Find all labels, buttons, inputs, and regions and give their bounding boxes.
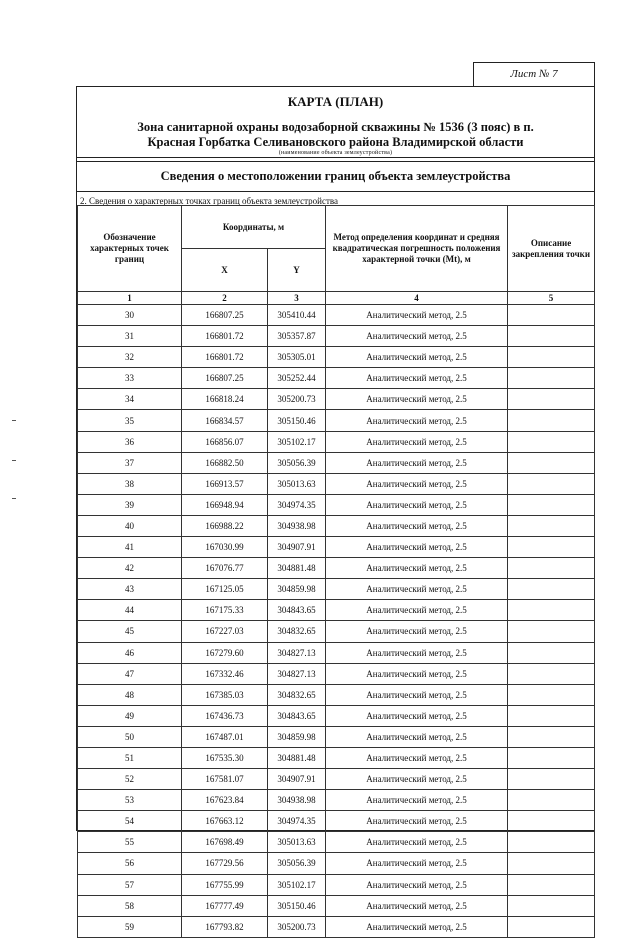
cell-point: 32: [78, 347, 182, 368]
cell-method: Аналитический метод, 2.5: [326, 621, 508, 642]
cell-y: 305102.17: [268, 874, 326, 895]
cell-point: 44: [78, 600, 182, 621]
cell-y: 305357.87: [268, 326, 326, 347]
cell-y: 304938.98: [268, 790, 326, 811]
cell-method: Аналитический метод, 2.5: [326, 853, 508, 874]
cell-method: Аналитический метод, 2.5: [326, 579, 508, 600]
cell-y: 304974.35: [268, 811, 326, 832]
cell-method: Аналитический метод, 2.5: [326, 790, 508, 811]
cell-description: [508, 853, 595, 874]
cell-x: 167487.01: [182, 726, 268, 747]
cell-point: 49: [78, 705, 182, 726]
cell-x: 167227.03: [182, 621, 268, 642]
table-row: [78, 452, 595, 473]
document-frame: [76, 86, 595, 932]
table-row: [78, 684, 595, 705]
cell-point: 40: [78, 515, 182, 536]
cell-description: [508, 368, 595, 389]
cell-description: [508, 874, 595, 895]
cell-y: 304907.91: [268, 537, 326, 558]
cell-point: 57: [78, 874, 182, 895]
cell-description: [508, 726, 595, 747]
cell-x: 167729.56: [182, 853, 268, 874]
column-number: 1: [78, 292, 182, 305]
table-row: [78, 558, 595, 579]
margin-mark: [12, 460, 16, 461]
table-row: [78, 874, 595, 895]
header-coords: Координаты, м: [182, 206, 326, 249]
cell-y: 304843.65: [268, 600, 326, 621]
cell-y: 305056.39: [268, 452, 326, 473]
cell-point: 56: [78, 853, 182, 874]
cell-method: Аналитический метод, 2.5: [326, 642, 508, 663]
cell-point: 53: [78, 790, 182, 811]
subsection-title: 2. Сведения о характерных точках границ объекта землеустройства: [80, 196, 339, 206]
cell-point: 36: [78, 431, 182, 452]
cell-description: [508, 916, 595, 937]
cell-point: 34: [78, 389, 182, 410]
table-row: [78, 853, 595, 874]
cell-y: 305150.46: [268, 410, 326, 431]
cell-method: Аналитический метод, 2.5: [326, 537, 508, 558]
cell-method: Аналитический метод, 2.5: [326, 326, 508, 347]
cell-y: 305305.01: [268, 347, 326, 368]
cell-point: 59: [78, 916, 182, 937]
cell-description: [508, 621, 595, 642]
title-block: [77, 87, 594, 156]
cell-description: [508, 431, 595, 452]
cell-point: 39: [78, 494, 182, 515]
cell-point: 42: [78, 558, 182, 579]
cell-y: 305013.63: [268, 473, 326, 494]
divider: [77, 161, 594, 162]
cell-x: 166818.24: [182, 389, 268, 410]
cell-x: 166801.72: [182, 326, 268, 347]
cell-method: Аналитический метод, 2.5: [326, 305, 508, 326]
table-row: [78, 832, 595, 853]
cell-description: [508, 473, 595, 494]
cell-method: Аналитический метод, 2.5: [326, 832, 508, 853]
cell-description: [508, 705, 595, 726]
cell-method: Аналитический метод, 2.5: [326, 895, 508, 916]
cell-y: 305200.73: [268, 389, 326, 410]
cell-y: 305013.63: [268, 832, 326, 853]
object-caption: (наименование объекта землеустройства): [278, 150, 393, 156]
cell-y: 305200.73: [268, 916, 326, 937]
cell-point: 55: [78, 832, 182, 853]
cell-x: 166856.07: [182, 431, 268, 452]
table-row: [78, 473, 595, 494]
cell-method: Аналитический метод, 2.5: [326, 916, 508, 937]
table-row: [78, 621, 595, 642]
cell-description: [508, 452, 595, 473]
cell-description: [508, 515, 595, 536]
cell-description: [508, 747, 595, 768]
cell-x: 166807.25: [182, 368, 268, 389]
table-row: [78, 726, 595, 747]
divider: [77, 157, 594, 158]
cell-description: [508, 389, 595, 410]
table-row: [78, 790, 595, 811]
header-x: X: [182, 249, 268, 292]
cell-y: 304827.13: [268, 663, 326, 684]
cell-x: 167125.05: [182, 579, 268, 600]
table-row: [78, 347, 595, 368]
cell-point: 41: [78, 537, 182, 558]
cell-method: Аналитический метод, 2.5: [326, 705, 508, 726]
cell-y: 305150.46: [268, 895, 326, 916]
cell-point: 45: [78, 621, 182, 642]
cell-point: 43: [78, 579, 182, 600]
cell-point: 58: [78, 895, 182, 916]
cell-y: 305410.44: [268, 305, 326, 326]
margin-mark: [12, 498, 16, 499]
cell-y: 304907.91: [268, 769, 326, 790]
table-row: [78, 769, 595, 790]
cell-y: 304827.13: [268, 642, 326, 663]
object-name-line2: Красная Горбатка Селивановского района Владимирской области: [147, 135, 524, 149]
column-number: 5: [508, 292, 595, 305]
cell-method: Аналитический метод, 2.5: [326, 515, 508, 536]
column-number: 4: [326, 292, 508, 305]
section-title: Сведения о местоположении границ объекта землеустройства: [160, 169, 511, 183]
cell-method: Аналитический метод, 2.5: [326, 874, 508, 895]
table-row: [78, 811, 595, 832]
cell-description: [508, 811, 595, 832]
cell-point: 37: [78, 452, 182, 473]
cell-x: 166834.57: [182, 410, 268, 431]
cell-description: [508, 895, 595, 916]
cell-description: [508, 600, 595, 621]
table-row: [78, 368, 595, 389]
cell-point: 31: [78, 326, 182, 347]
cell-x: 167385.03: [182, 684, 268, 705]
cell-point: 35: [78, 410, 182, 431]
cell-method: Аналитический метод, 2.5: [326, 410, 508, 431]
cell-description: [508, 832, 595, 853]
table-row: [78, 515, 595, 536]
cell-y: 305252.44: [268, 368, 326, 389]
cell-x: 167436.73: [182, 705, 268, 726]
header-method: Метод определения координат и средняя квадратическая погрешность положения характерной точки (Mt), м: [326, 206, 508, 292]
divider: [77, 191, 594, 192]
cell-x: 166807.25: [182, 305, 268, 326]
column-number: 2: [182, 292, 268, 305]
map-title: КАРТА (ПЛАН): [287, 94, 384, 109]
table-row: [78, 579, 595, 600]
cell-y: 304859.98: [268, 726, 326, 747]
cell-point: 33: [78, 368, 182, 389]
cell-x: 166948.94: [182, 494, 268, 515]
cell-description: [508, 663, 595, 684]
cell-method: Аналитический метод, 2.5: [326, 558, 508, 579]
header-description: Описание закрепления точки: [508, 206, 595, 292]
table-row: [78, 916, 595, 937]
cell-x: 166801.72: [182, 347, 268, 368]
cell-point: 48: [78, 684, 182, 705]
table-row: [78, 537, 595, 558]
cell-x: 167175.33: [182, 600, 268, 621]
cell-x: 167581.07: [182, 769, 268, 790]
cell-method: Аналитический метод, 2.5: [326, 769, 508, 790]
cell-description: [508, 326, 595, 347]
cell-description: [508, 347, 595, 368]
cell-point: 50: [78, 726, 182, 747]
table-row: [78, 305, 595, 326]
cell-point: 54: [78, 811, 182, 832]
cell-method: Аналитический метод, 2.5: [326, 389, 508, 410]
cell-description: [508, 642, 595, 663]
table-row: [78, 494, 595, 515]
cell-x: 166882.50: [182, 452, 268, 473]
table-row: [78, 747, 595, 768]
cell-description: [508, 410, 595, 431]
cell-y: 304974.35: [268, 494, 326, 515]
table-row: [78, 326, 595, 347]
cell-point: 52: [78, 769, 182, 790]
cell-method: Аналитический метод, 2.5: [326, 747, 508, 768]
cell-description: [508, 558, 595, 579]
cell-y: 304938.98: [268, 515, 326, 536]
table-row: [78, 895, 595, 916]
cell-y: 304832.65: [268, 684, 326, 705]
cell-x: 166913.57: [182, 473, 268, 494]
cell-x: 167777.49: [182, 895, 268, 916]
cell-point: 38: [78, 473, 182, 494]
cell-method: Аналитический метод, 2.5: [326, 431, 508, 452]
cell-method: Аналитический метод, 2.5: [326, 663, 508, 684]
cell-y: 304881.48: [268, 747, 326, 768]
cell-y: 305056.39: [268, 853, 326, 874]
cell-x: 167755.99: [182, 874, 268, 895]
cell-method: Аналитический метод, 2.5: [326, 726, 508, 747]
cell-method: Аналитический метод, 2.5: [326, 600, 508, 621]
header-point: Обозначение характерных точек границ: [78, 206, 182, 292]
cell-x: 167535.30: [182, 747, 268, 768]
cell-description: [508, 537, 595, 558]
table-row: [78, 705, 595, 726]
cell-point: 30: [78, 305, 182, 326]
table-row: [78, 410, 595, 431]
table-row: [78, 600, 595, 621]
header-y: Y: [268, 249, 326, 292]
table-row: [78, 642, 595, 663]
cell-method: Аналитический метод, 2.5: [326, 347, 508, 368]
cell-x: 167698.49: [182, 832, 268, 853]
cell-method: Аналитический метод, 2.5: [326, 811, 508, 832]
cell-y: 304859.98: [268, 579, 326, 600]
cell-description: [508, 684, 595, 705]
table-row: [78, 431, 595, 452]
cell-method: Аналитический метод, 2.5: [326, 684, 508, 705]
table-row: [78, 389, 595, 410]
margin-mark: [12, 420, 16, 421]
sheet-number: Лист № 7: [473, 62, 595, 86]
cell-x: 167663.12: [182, 811, 268, 832]
cell-x: 167332.46: [182, 663, 268, 684]
cell-y: 304832.65: [268, 621, 326, 642]
cell-description: [508, 769, 595, 790]
table-row: [78, 663, 595, 684]
cell-method: Аналитический метод, 2.5: [326, 473, 508, 494]
cell-x: 167793.82: [182, 916, 268, 937]
cell-y: 304843.65: [268, 705, 326, 726]
cell-description: [508, 494, 595, 515]
cell-y: 305102.17: [268, 431, 326, 452]
column-number: 3: [268, 292, 326, 305]
cell-description: [508, 790, 595, 811]
cell-x: 166988.22: [182, 515, 268, 536]
cell-description: [508, 579, 595, 600]
cell-x: 167030.99: [182, 537, 268, 558]
cell-point: 46: [78, 642, 182, 663]
cell-y: 304881.48: [268, 558, 326, 579]
cell-method: Аналитический метод, 2.5: [326, 368, 508, 389]
cell-description: [508, 305, 595, 326]
object-name-line1: Зона санитарной охраны водозаборной скважины № 1536 (3 пояс) в п.: [137, 120, 534, 134]
coordinates-table: [77, 205, 595, 938]
cell-method: Аналитический метод, 2.5: [326, 494, 508, 515]
cell-point: 47: [78, 663, 182, 684]
cell-point: 51: [78, 747, 182, 768]
cell-x: 167623.84: [182, 790, 268, 811]
cell-method: Аналитический метод, 2.5: [326, 452, 508, 473]
cell-x: 167279.60: [182, 642, 268, 663]
cell-x: 167076.77: [182, 558, 268, 579]
